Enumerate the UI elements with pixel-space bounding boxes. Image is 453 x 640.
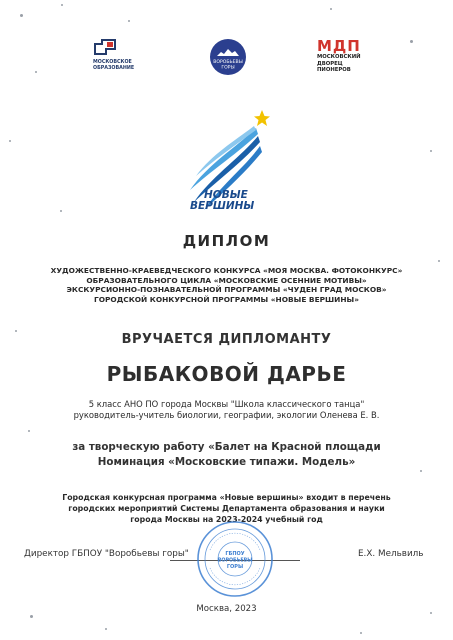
work-line: Номинация «Московские типажи. Модель» xyxy=(97,456,356,468)
moscow-pioneers-palace-logo xyxy=(317,38,377,74)
recipient-name: РЫБАКОВОЙ ДАРЬЕ xyxy=(106,362,347,386)
contest-line: ЭКСКУРСИОННО-ПОЗНАВАТЕЛЬНОЙ ПРОГРАММЫ «ЧУДЕН ГРАД МОСКОВ» xyxy=(66,285,387,295)
contest-line: ХУДОЖЕСТВЕННО-КРАЕВЕДЧЕСКОГО КОНКУРСА «МОЯ МОСКВА. ФОТОКОНКУРС» xyxy=(50,266,403,275)
vorobyovy-gory-line2: ГОРЫ xyxy=(221,65,235,71)
stamp-line3: ГОРЫ xyxy=(226,564,244,570)
pioneers-palace-mark: МДП xyxy=(317,37,361,55)
pioneers-palace-line3: ПИОНЕРОВ xyxy=(317,67,351,73)
info-line: руководитель-учитель биологии, географии, экологии Оленева Е. В. xyxy=(73,410,380,420)
decor-dot xyxy=(30,615,33,618)
vorobyovy-gory-line1: ВОРОБЬЕВЫ xyxy=(213,60,243,65)
contest-line: ГОРОДСКОЙ КОНКУРСНОЙ ПРОГРАММЫ «НОВЫЕ ВЕРШИНЫ» xyxy=(94,294,359,304)
director-name: Е.Х. Мельвиль xyxy=(358,549,424,559)
city-year: Москва, 2023 xyxy=(196,604,257,614)
decor-dot xyxy=(20,14,23,17)
decor-dot xyxy=(9,140,11,142)
contest-description xyxy=(0,266,453,304)
vorobyovy-gory-logo xyxy=(209,38,249,80)
decor-dot xyxy=(330,8,332,10)
work-title xyxy=(0,440,453,470)
decor-dot xyxy=(60,210,62,212)
stamp-line2: ВОРОБЬЕВЫ xyxy=(217,558,253,564)
emblem-line1: НОВЫЕ xyxy=(204,189,248,201)
decor-dot xyxy=(61,4,63,6)
decor-dot xyxy=(420,470,422,472)
pioneers-palace-line1: МОСКОВСКИЙ xyxy=(317,54,361,60)
emblem-line2: ВЕРШИНЫ xyxy=(190,200,255,212)
new-peaks-emblem-text xyxy=(190,190,280,212)
decor-dot xyxy=(360,632,362,634)
director-title: Директор ГБПОУ "Воробьевы горы" xyxy=(24,549,189,559)
moscow-education-icon xyxy=(93,38,119,56)
decor-dot xyxy=(105,628,107,630)
recipient-info xyxy=(0,399,453,421)
awarded-heading: ВРУЧАЕТСЯ ДИПЛОМАНТУ xyxy=(121,332,332,347)
decor-dot xyxy=(28,430,30,432)
decor-dot xyxy=(430,150,432,152)
partner-logos xyxy=(0,38,453,88)
program-line: Городская конкурсная программа «Новые вершины» входит в перечень xyxy=(62,493,391,502)
vorobyovy-gory-icon xyxy=(209,38,247,76)
decor-dot xyxy=(438,260,440,262)
info-line: 5 класс АНО ПО города Москвы "Школа классического танца" xyxy=(88,399,365,409)
stamp-line1: ГБПОУ xyxy=(225,551,245,557)
diploma-title: ДИПЛОМ xyxy=(182,232,271,250)
moscow-education-line2: ОБРАЗОВАНИЕ xyxy=(93,66,135,71)
decor-dot xyxy=(128,20,130,22)
moscow-education-line1: МОСКОВСКОЕ xyxy=(93,60,132,65)
contest-line: ОБРАЗОВАТЕЛЬНОГО ЦИКЛА «МОСКОВСКИЕ ОСЕННИЕ МОТИВЫ» xyxy=(86,275,367,285)
program-line: города Москвы на 2023-2024 учебный год xyxy=(130,515,323,524)
pioneers-palace-line2: ДВОРЕЦ xyxy=(317,60,343,67)
official-stamp-icon xyxy=(196,520,274,598)
moscow-education-logo xyxy=(93,38,163,72)
program-line: городских мероприятий Системы Департамента образования и науки xyxy=(68,504,385,513)
work-line: за творческую работу «Балет на Красной площади xyxy=(72,441,381,453)
